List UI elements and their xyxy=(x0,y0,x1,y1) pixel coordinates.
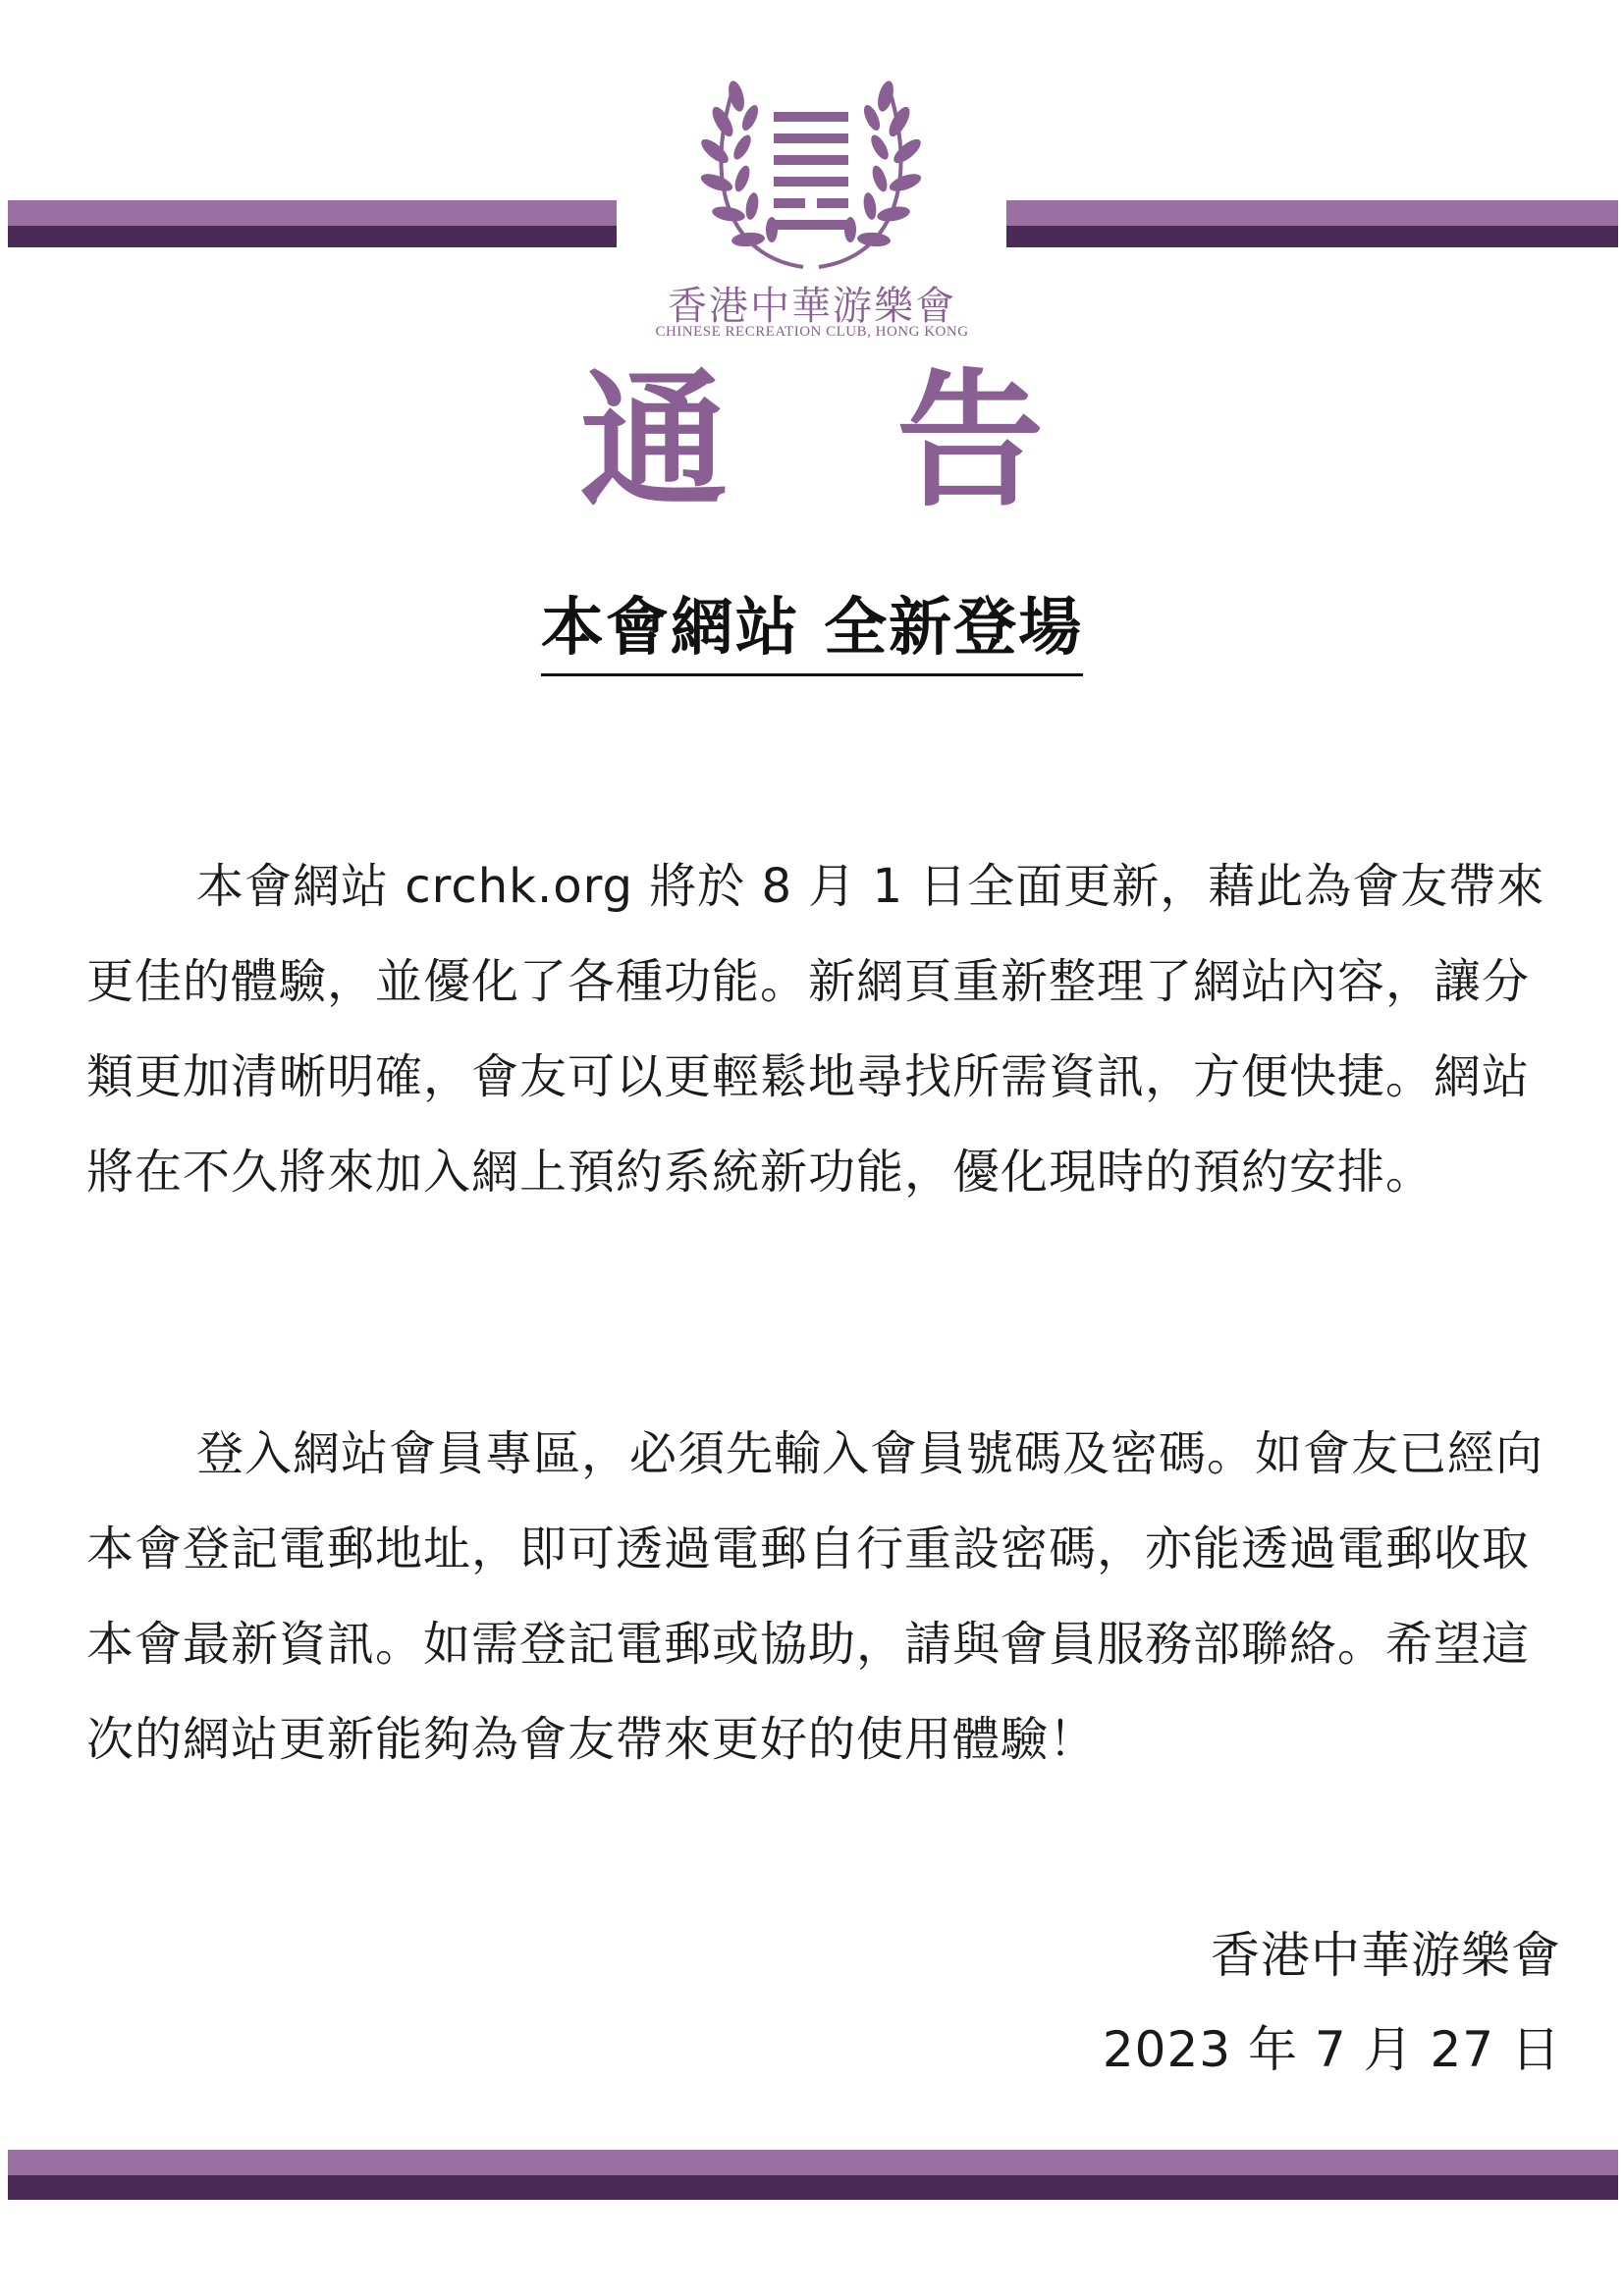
laurel-wreath-trigram-icon xyxy=(693,71,929,277)
notice-paragraph: 本會網站 crchk.org 將於 8 月 1 日全面更新，藉此為會友帶來更佳的體驗，並優化了各種功能。新網頁重新整理了網站內容，讓分類更加清晰明確，會友可以更輕鬆地尋找所需資訊，方便快捷。網站將在不久將來加入網上預約系統新功能，優化現時的預約安排。 xyxy=(86,859,1545,1200)
notice-title: 通 告 xyxy=(579,356,1104,527)
signature-organization: 香港中華游樂會 xyxy=(1211,1927,1561,1984)
footer-bar xyxy=(8,2150,1618,2200)
notice-paragraph: 登入網站會員專區，必須先輸入會員號碼及密碼。如會友已經向本會登記電郵地址，即可透過電郵自行重設密碼，亦能透過電郵收取本會最新資訊。如需登記電郵或協助，請與會員服務部聯絡。希望這次的網站更新能夠為會友帶來更好的使用體驗！ xyxy=(86,1426,1544,1767)
header-bar-right xyxy=(1006,200,1618,247)
header-bar-left xyxy=(8,200,617,247)
club-name-chinese: 香港中華游樂會 xyxy=(668,284,956,329)
notice-headline: 本會網站 全新登場 xyxy=(541,577,1083,676)
signature-date: 2023 年 7 月 27 日 xyxy=(1102,2021,1561,2078)
club-name-english: CHINESE RECREATION CLUB, HONG KONG xyxy=(655,324,969,340)
